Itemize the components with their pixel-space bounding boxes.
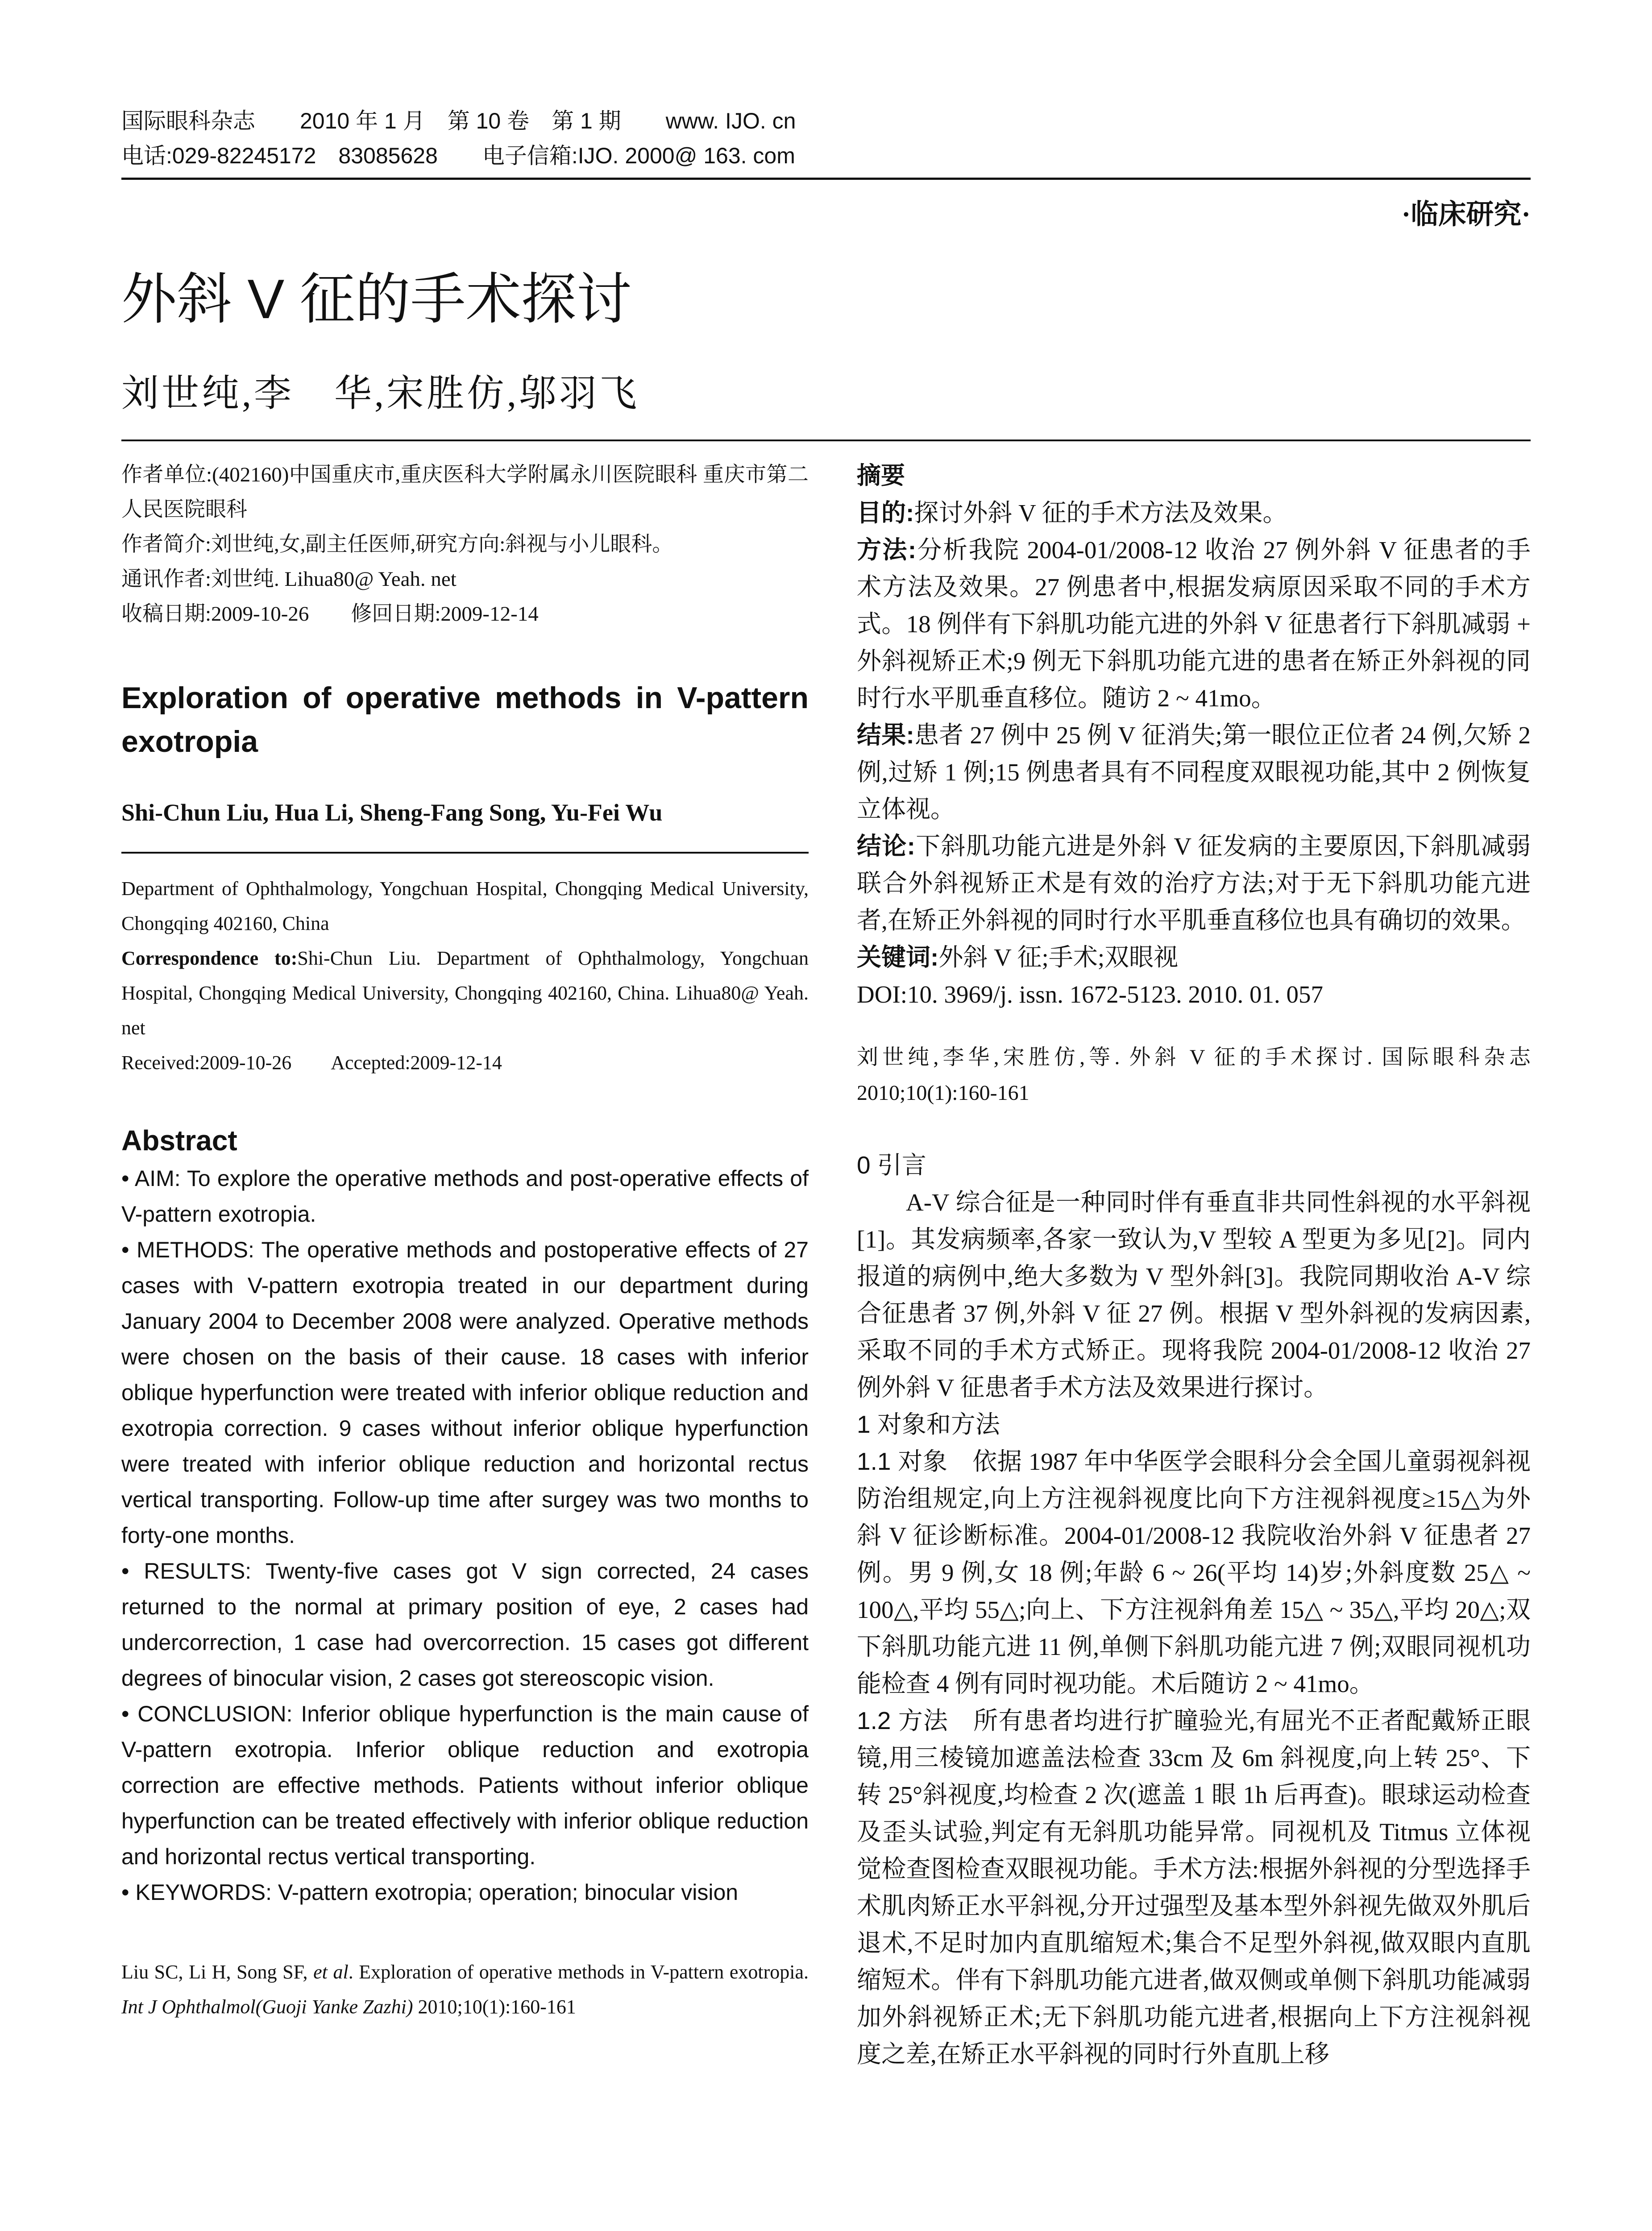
authors-rule (121, 852, 809, 854)
abstract-cn (857, 494, 1531, 1013)
english-authors: Shi-Chun Liu, Hua Li, Sheng-Fang Song, Yu-Fei Wu (121, 799, 663, 826)
methods-label: • METHODS: (121, 1237, 254, 1262)
method-label: 1.2 方法 (857, 1707, 949, 1734)
results-text: Twenty-five cases got V sign corrected, 24 cases returned to the normal at primary position of eye, 2 cases had undercorrection, 1 case had overcorrection. 15 cases got different degrees of binocular vision, 2 cases got stereoscopic vision. (121, 1559, 809, 1691)
abstract-methods (121, 1232, 809, 1553)
section-tag: ·临床研究· (1401, 199, 1531, 230)
department: Department of Ophthalmology, Yongchuan Hospital, Chongqing Medical University, Chongqing 402160, China (121, 878, 809, 934)
citation-journal: Int J Ophthalmol(Guoji Yanke Zazhi) (121, 1996, 413, 2018)
affiliation-unit: 作者单位:(402160)中国重庆市,重庆医科大学附属永川医院眼科 重庆市第二人民医院眼科 (121, 463, 809, 521)
abstract-cn-aim (857, 494, 1531, 531)
affiliation-contact: 通讯作者:刘世纯. Lihua80@ Yeah. net (121, 568, 457, 591)
doi: DOI:10. 3969/j. issn. 1672-5123. 2010. 01. 057 (857, 981, 1323, 1008)
intro-text: A-V 综合征是一种同时伴有垂直非共同性斜视的水平斜视[1]。其发病频率,各家一致认为,V 型较 A 型更为多见[2]。同内报道的病例中,绝大多数为 V 型外斜[3]。我院同期收治 A-V 综合征患者 37 例,外斜 V 征 27 例。根据 V 型外斜视的发病因素,采取不同的手术方式矫正。现将我院 2004-01/2008-12 收治 27 例外斜 V 征患者手术方法及效果进行探讨。 (857, 1189, 1531, 1401)
citation-etal: et al (313, 1961, 349, 1983)
aim-label: • AIM: (121, 1166, 181, 1191)
results-label: • RESULTS: (121, 1559, 252, 1584)
abstract-cn-heading: 摘要 (857, 462, 905, 489)
abstract-keywords (121, 1874, 809, 1910)
english-affiliation (121, 871, 809, 1080)
aim-cn-text: 探讨外斜 V 征的手术方法及效果。 (914, 499, 1287, 527)
methods-cn-label: 方法: (857, 536, 917, 564)
conclusion-label: • CONCLUSION: (121, 1701, 293, 1726)
abstract-cn-keywords (857, 939, 1531, 976)
abstract-results (121, 1553, 809, 1696)
keywords-cn-label: 关键词: (857, 943, 939, 971)
authors-cn: 刘世纯,李 华,宋胜仿,邬羽飞 (121, 373, 640, 415)
journal-header-line1: 国际眼科杂志 2010 年 1 月 第 10 卷 第 1 期 www. IJO. cn (121, 108, 796, 133)
conclusion-cn-text: 下斜肌功能亢进是外斜 V 征发病的主要原因,下斜肌减弱联合外斜视矫正术是有效的治疗方法;对于无下斜肌功能亢进者,在矫正外斜视的同时行水平肌垂直移位也具有确切的效果。 (857, 833, 1531, 934)
keywords-text: V-pattern exotropia; operation; binocular vision (278, 1880, 739, 1905)
conclusion-cn-label: 结论: (857, 832, 915, 860)
method-paragraph (857, 1702, 1531, 2073)
conclusion-text: Inferior oblique hyperfunction is the main cause of V-pattern exotropia. Inferior oblique reduction and exotropia correction are effective methods. Patients without inferior oblique hyperfunction can be treated effectively with inferior oblique reduction and horizontal rectus vertical transporting. (121, 1701, 809, 1869)
affiliation-dates: 收稿日期:2009-10-26 修回日期:2009-12-14 (121, 602, 539, 626)
citation-authors: Liu SC, Li H, Song SF, (121, 1961, 308, 1983)
correspondence-text: Shi-Chun Liu. Department of Ophthalmology, Yongchuan Hospital, Chongqing Medical University, Chongqing 402160, China. Lihua80@ Yeah. net (121, 947, 809, 1039)
subjects-paragraph (857, 1443, 1531, 1702)
abstract-heading: Abstract (121, 1124, 237, 1157)
citation-volume: 2010;10(1):160-161 (418, 1996, 576, 2018)
abstract-aim (121, 1161, 809, 1232)
citation-title: . Exploration of operative methods in V-pattern exotropia. (348, 1961, 809, 1983)
abstract-en (121, 1161, 809, 1910)
right-column (857, 457, 1531, 2073)
intro-heading: 0 引言 (857, 1151, 926, 1179)
journal-header (121, 104, 1549, 173)
methods-cn-text: 分析我院 2004-01/2008-12 收治 27 例外斜 V 征患者的手术方法及效果。27 例患者中,根据发病原因采取不同的手术方式。18 例伴有下斜肌功能亢进的外斜 V 征患者行下斜肌减弱 + 外斜视矫正术;9 例无下斜肌功能亢进的患者在矫正外斜视的同时行水平肌垂直移位。随访 2 ~ 41mo。 (857, 536, 1531, 712)
method-text: 所有患者均进行扩瞳验光,有屈光不正者配戴矫正眼镜,用三棱镜加遮盖法检查 33cm 及 6m 斜视度,向上转 25°、下转 25°斜视度,均检查 2 次(遮盖 1 眼 1h 后再查)。眼球运动检查及歪头试验,判定有无斜肌功能异常。同视机及 Titmus 立体视觉检查图检查双眼视功能。手术方法:根据外斜视的分型选择手术肌肉矫正水平斜视,分开过强型及基本型外斜视先做双外肌后退术,不足时加内直肌缩短术;集合不足型外斜视,做双眼内直肌缩短术。伴有下斜肌功能亢进者,做双侧或单侧下斜肌功能减弱加外斜视矫正术;无下斜肌功能亢进者,根据向上下方注视斜视度之差,在矫正水平斜视的同时行外直肌上移 (857, 1707, 1531, 2068)
keywords-cn-text: 外斜 V 征;手术;双眼视 (938, 944, 1179, 971)
subjects-text: 依据 1987 年中华医学会眼科分会全国儿童弱视斜视防治组规定,向上方注视斜视度比向下方注视斜视度≥15△为外斜 V 征诊断标准。2004-01/2008-12 我院收治外斜 V 征患者 27 例。男 9 例,女 18 例;年龄 6 ~ 26(平均 14)岁;外斜度数 25△ ~ 100△,平均 55△;向上、下方注视斜角差 15△ ~ 35△,平均 20△;双下斜肌功能亢进 11 例,单侧下斜肌功能亢进 7 例;双眼同视机功能检查 4 例有同时视功能。术后随访 2 ~ 41mo。 (857, 1448, 1531, 1697)
abstract-conclusion (121, 1696, 809, 1874)
left-column (121, 457, 809, 2024)
header-rule (121, 178, 1531, 180)
results-cn-label: 结果: (857, 721, 914, 749)
results-cn-text: 患者 27 例中 25 例 V 征消失;第一眼位正位者 24 例,欠矫 2 例,过矫 1 例;15 例患者具有不同程度双眼视功能,其中 2 例恢复立体视。 (857, 722, 1531, 823)
affiliation-bio: 作者简介:刘世纯,女,副主任医师,研究方向:斜视与小儿眼科。 (121, 533, 673, 556)
cn-citation: 刘世纯,李华,宋胜仿,等. 外斜 V 征的手术探讨. 国际眼科杂志 2010;10(1):160-161 (857, 1045, 1531, 1105)
correspondence-label: Correspondence to: (121, 947, 298, 969)
aim-text: To explore the operative methods and post-operative effects of V-pattern exotropia. (121, 1166, 809, 1227)
methods-heading: 1 对象和方法 (857, 1410, 1000, 1438)
english-dates: Received:2009-10-26 Accepted:2009-12-14 (121, 1052, 502, 1074)
keywords-label: • KEYWORDS: (121, 1880, 272, 1905)
title-rule (121, 440, 1531, 441)
correspondence (121, 941, 809, 1045)
journal-header-line2: 电话:029-82245172 83085628 电子信箱:IJO. 2000@ 163. com (121, 143, 795, 168)
methods-text: The operative methods and postoperative effects of 27 cases with V-pattern exotropia treated in our department during January 2004 to December 2008 were analyzed. Operative methods were chosen on the basis of their cause. 18 cases with inferior oblique hyperfunction were treated with inferior oblique reduction and exotropia correction. 9 cases without inferior oblique hyperfunction were treated with inferior oblique reduction and horizontal rectus vertical transporting. Follow-up time after surgey was two months to forty-one months. (121, 1237, 809, 1548)
affiliation-cn (121, 457, 809, 631)
abstract-cn-results (857, 717, 1531, 828)
subjects-label: 1.1 对象 (857, 1447, 948, 1475)
aim-cn-label: 目的: (857, 499, 914, 527)
abstract-cn-conclusion (857, 828, 1531, 939)
article-title: 外斜 V 征的手术探讨 (121, 269, 632, 330)
abstract-cn-methods (857, 531, 1531, 717)
english-citation (121, 1955, 809, 2024)
english-title: Exploration of operative methods in V-pattern exotropia (121, 681, 809, 759)
